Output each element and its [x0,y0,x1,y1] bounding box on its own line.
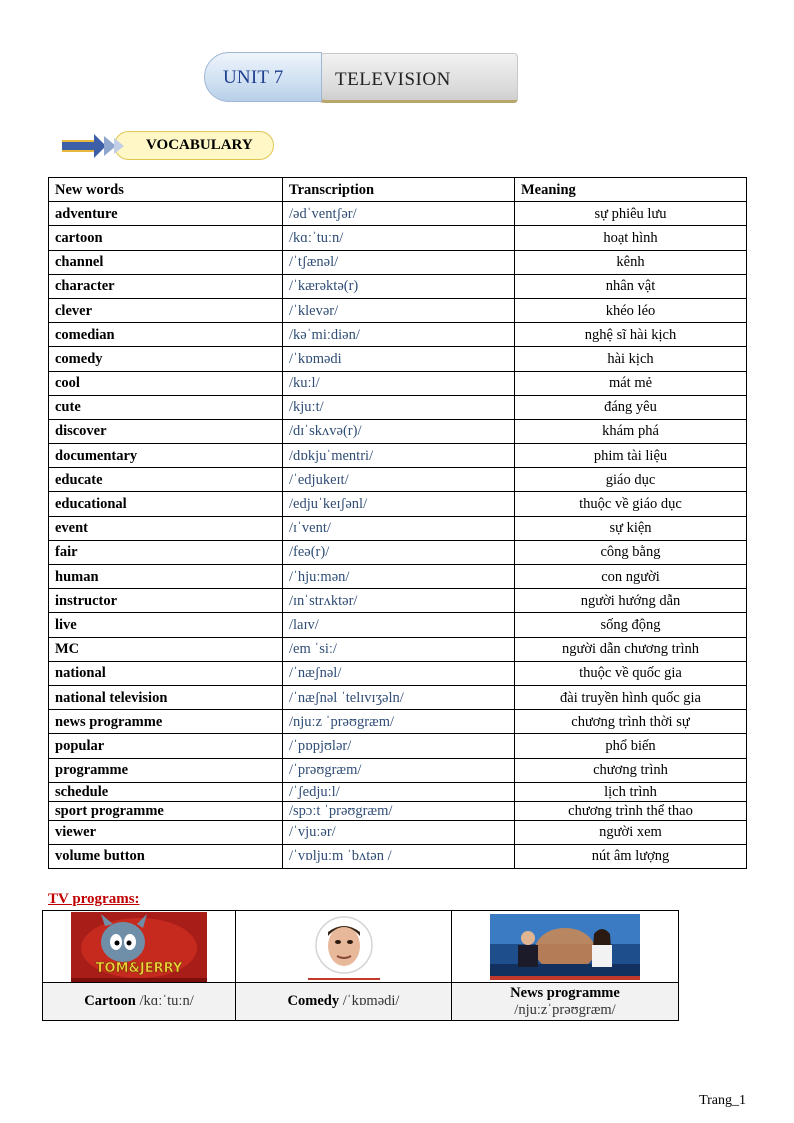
table-row [49,685,747,709]
meaning-cell: hài kịch [515,347,747,371]
table-row [49,492,747,516]
table-row [49,844,747,868]
word-cell: documentary [49,444,283,468]
word-cell: MC [49,637,283,661]
table-row [49,589,747,613]
word-cell: cool [49,371,283,395]
transcription-cell: /ˈklevər/ [283,298,515,322]
word-cell: programme [49,758,283,782]
header-new-words: New words [49,178,283,202]
unit-number-box [204,52,322,102]
transcription-cell: /ɪˈvent/ [283,516,515,540]
table-row [49,540,747,564]
transcription-cell: /njuːz ˈprəʊgræm/ [283,710,515,734]
table-row [49,468,747,492]
meaning-cell: công bằng [515,540,747,564]
meaning-cell: lịch trình [515,782,747,801]
transcription-cell: /em ˈsiː/ [283,637,515,661]
page-number: Trang_1 [699,1093,746,1108]
transcription-cell: /ˈnæʃnəl ˈtelɪvɪʒəln/ [283,685,515,709]
meaning-cell: người dẫn chương trình [515,637,747,661]
word-cell: human [49,565,283,589]
table-row [49,323,747,347]
tv-name-comedy: Comedy [287,993,340,1009]
tom-and-jerry-logo-text: TOM&JERRY [95,960,183,976]
table-row [49,734,747,758]
word-cell: popular [49,734,283,758]
word-cell: schedule [49,782,283,801]
meaning-cell: phổ biến [515,734,747,758]
section-label: VOCABULARY [146,137,253,153]
transcription-cell: /ˈvɒljuːm ˈbʌtən / [283,844,515,868]
tv-cell-cartoon-image [43,911,236,983]
transcription-cell: /feə(r)/ [283,540,515,564]
table-row [49,661,747,685]
arrow-right-icon [62,133,128,159]
word-cell: instructor [49,589,283,613]
news-studio-anchors-icon [490,914,640,980]
unit-title: TELEVISION [335,69,451,90]
transcription-cell: /ˈtʃænəl/ [283,250,515,274]
meaning-cell: hoạt hình [515,226,747,250]
vocabulary-pill [114,131,274,160]
transcription-cell: /ˈkɒmədi [283,347,515,371]
word-cell: educational [49,492,283,516]
meaning-cell: khéo léo [515,298,747,322]
tom-and-jerry-logo-icon [71,912,207,982]
table-row [49,637,747,661]
tv-ipa-news: /njuːzˈprəʊgræm/ [514,1001,616,1018]
tv-caption-comedy [236,983,452,1021]
meaning-cell: đài truyền hình quốc gia [515,685,747,709]
meaning-cell: chương trình thể thao [515,801,747,820]
transcription-cell: /ˈnæʃnəl/ [283,661,515,685]
word-cell: educate [49,468,283,492]
meaning-cell: chương trình thời sự [515,710,747,734]
meaning-cell: thuộc về quốc gia [515,661,747,685]
meaning-cell: người xem [515,820,747,844]
tv-ipa-cartoon: /kɑːˈtuːn/ [139,993,194,1009]
meaning-cell: đáng yêu [515,395,747,419]
word-cell: cute [49,395,283,419]
transcription-cell: /dɒkjuˈmentri/ [283,444,515,468]
meaning-cell: nhân vật [515,274,747,298]
table-row [49,782,747,801]
transcription-cell: /kəˈmiːdiən/ [283,323,515,347]
word-cell: comedian [49,323,283,347]
table-row [49,710,747,734]
meaning-cell: sự kiện [515,516,747,540]
tv-programs-label: TV programs: [48,891,140,907]
meaning-cell: thuộc về giáo dục [515,492,747,516]
word-cell: clever [49,298,283,322]
word-cell: national [49,661,283,685]
word-cell: discover [49,419,283,443]
word-cell: viewer [49,820,283,844]
meaning-cell: sự phiêu lưu [515,202,747,226]
transcription-cell: /ˈhjuːmən/ [283,565,515,589]
word-cell: sport programme [49,801,283,820]
transcription-cell: /kuːl/ [283,371,515,395]
word-cell: cartoon [49,226,283,250]
table-row [49,801,747,820]
unit-title-box [302,53,518,103]
meaning-cell: nút âm lượng [515,844,747,868]
tv-programs-table [42,910,679,1021]
table-row [49,419,747,443]
transcription-cell: /ˈkærəktə(r) [283,274,515,298]
table-header-row [49,178,747,202]
table-row [49,298,747,322]
transcription-cell: /laɪv/ [283,613,515,637]
header-meaning: Meaning [515,178,747,202]
transcription-cell: /ˈedjukeɪt/ [283,468,515,492]
meaning-cell: phim tài liệu [515,444,747,468]
word-cell: fair [49,540,283,564]
tv-name-cartoon: Cartoon [84,993,136,1009]
tv-cell-comedy-image [236,911,452,983]
table-row [49,226,747,250]
tv-caption-row [43,983,679,1021]
meaning-cell: con người [515,565,747,589]
word-cell: adventure [49,202,283,226]
tv-image-row [43,911,679,983]
word-cell: live [49,613,283,637]
table-row [49,371,747,395]
header-transcription: Transcription [283,178,515,202]
meaning-cell: khám phá [515,419,747,443]
tv-name-news: News programme [510,984,620,1001]
table-row [49,820,747,844]
tv-caption-cartoon [43,983,236,1021]
table-row [49,274,747,298]
word-cell: event [49,516,283,540]
transcription-cell: /ədˈventʃər/ [283,202,515,226]
vocabulary-table [48,177,747,869]
meaning-cell: kênh [515,250,747,274]
tv-cell-news-image [452,911,679,983]
transcription-cell: /kjuːt/ [283,395,515,419]
table-row [49,516,747,540]
transcription-cell: /spɔːt ˈprəʊgræm/ [283,801,515,820]
table-row [49,444,747,468]
unit-banner [204,52,518,104]
meaning-cell: sống động [515,613,747,637]
transcription-cell: /kɑːˈtuːn/ [283,226,515,250]
meaning-cell: nghệ sĩ hài kịch [515,323,747,347]
transcription-cell: /ˈpɒpjʊlər/ [283,734,515,758]
mr-bean-face-icon [304,912,384,982]
meaning-cell: chương trình [515,758,747,782]
word-cell: character [49,274,283,298]
table-row [49,250,747,274]
table-row [49,395,747,419]
table-row [49,758,747,782]
vocabulary-banner [62,130,276,162]
transcription-cell: /ˈʃedjuːl/ [283,782,515,801]
transcription-cell: /ɪnˈstrʌktər/ [283,589,515,613]
meaning-cell: mát mẻ [515,371,747,395]
transcription-cell: /ˈprəʊgræm/ [283,758,515,782]
word-cell: volume button [49,844,283,868]
transcription-cell: /edjuˈkeɪʃənl/ [283,492,515,516]
meaning-cell: người hướng dẫn [515,589,747,613]
transcription-cell: /dɪˈskʌvə(r)/ [283,419,515,443]
meaning-cell: giáo dục [515,468,747,492]
word-cell: news programme [49,710,283,734]
word-cell: comedy [49,347,283,371]
transcription-cell: /ˈvjuːər/ [283,820,515,844]
table-row [49,202,747,226]
unit-number: UNIT 7 [223,67,284,88]
word-cell: national television [49,685,283,709]
table-row [49,565,747,589]
tv-ipa-comedy: /ˈkɒmədi/ [342,993,400,1009]
word-cell: channel [49,250,283,274]
tv-caption-news [452,983,679,1021]
table-row [49,347,747,371]
table-row [49,613,747,637]
